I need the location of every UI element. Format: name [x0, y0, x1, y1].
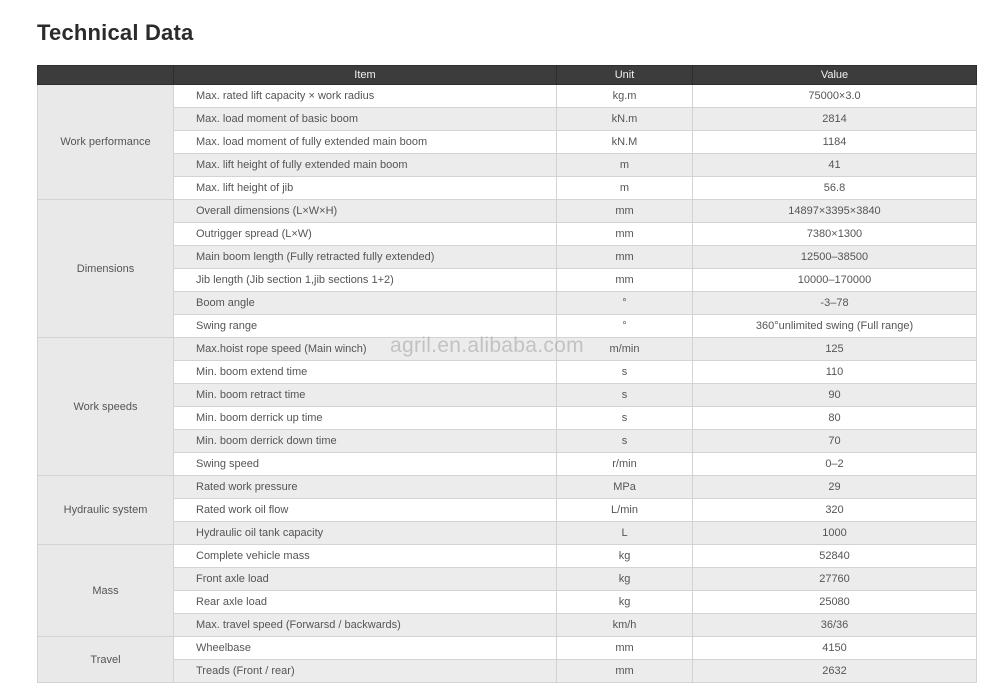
unit-cell: m: [557, 177, 693, 200]
table-row: [38, 430, 977, 453]
value-cell: 320: [693, 499, 977, 522]
value-cell: 12500–38500: [693, 246, 977, 269]
value-cell: 360°unlimited swing (Full range): [693, 315, 977, 338]
item-cell: Main boom length (Fully retracted fully extended): [174, 246, 557, 269]
item-cell: Complete vehicle mass: [174, 545, 557, 568]
unit-cell: °: [557, 315, 693, 338]
unit-cell: kN.m: [557, 108, 693, 131]
unit-cell: mm: [557, 200, 693, 223]
value-cell: 52840: [693, 545, 977, 568]
value-cell: 56.8: [693, 177, 977, 200]
table-row: [38, 545, 977, 568]
category-cell: Travel: [38, 637, 174, 683]
value-cell: 75000×3.0: [693, 85, 977, 108]
unit-cell: mm: [557, 223, 693, 246]
item-cell: Swing range: [174, 315, 557, 338]
item-cell: Max.hoist rope speed (Main winch): [174, 338, 557, 361]
item-cell: Jib length (Jib section 1,jib sections 1+2): [174, 269, 557, 292]
item-cell: Min. boom derrick up time: [174, 407, 557, 430]
item-cell: Rear axle load: [174, 591, 557, 614]
category-cell: Work performance: [38, 85, 174, 200]
table-row: [38, 338, 977, 361]
item-cell: Outrigger spread (L×W): [174, 223, 557, 246]
value-cell: 1184: [693, 131, 977, 154]
value-cell: 41: [693, 154, 977, 177]
value-cell: 90: [693, 384, 977, 407]
table-row: [38, 177, 977, 200]
category-cell: Mass: [38, 545, 174, 637]
value-cell: 4150: [693, 637, 977, 660]
table-row: [38, 223, 977, 246]
unit-cell: kg: [557, 591, 693, 614]
item-cell: Max. lift height of fully extended main boom: [174, 154, 557, 177]
item-cell: Front axle load: [174, 568, 557, 591]
unit-cell: m: [557, 154, 693, 177]
value-cell: 14897×3395×3840: [693, 200, 977, 223]
value-cell: 80: [693, 407, 977, 430]
unit-cell: kg: [557, 568, 693, 591]
unit-cell: s: [557, 361, 693, 384]
table-row: [38, 499, 977, 522]
item-cell: Overall dimensions (L×W×H): [174, 200, 557, 223]
value-cell: 29: [693, 476, 977, 499]
category-cell: Hydraulic system: [38, 476, 174, 545]
value-cell: 10000–170000: [693, 269, 977, 292]
item-cell: Treads (Front / rear): [174, 660, 557, 683]
unit-cell: mm: [557, 660, 693, 683]
value-cell: -3–78: [693, 292, 977, 315]
item-cell: Max. load moment of basic boom: [174, 108, 557, 131]
header-item: Item: [174, 66, 557, 85]
unit-cell: s: [557, 407, 693, 430]
watermark: agril.en.alibaba.com: [390, 334, 584, 357]
unit-cell: mm: [557, 269, 693, 292]
unit-cell: mm: [557, 246, 693, 269]
table-row: [38, 614, 977, 637]
table-row: [38, 637, 977, 660]
value-cell: 1000: [693, 522, 977, 545]
item-cell: Max. rated lift capacity × work radius: [174, 85, 557, 108]
category-cell: Dimensions: [38, 200, 174, 338]
item-cell: Min. boom derrick down time: [174, 430, 557, 453]
unit-cell: km/h: [557, 614, 693, 637]
item-cell: Rated work pressure: [174, 476, 557, 499]
value-cell: 27760: [693, 568, 977, 591]
table-header-row: [38, 66, 977, 85]
table-row: [38, 384, 977, 407]
item-cell: Hydraulic oil tank capacity: [174, 522, 557, 545]
table-row: [38, 568, 977, 591]
table-row: [38, 591, 977, 614]
unit-cell: MPa: [557, 476, 693, 499]
item-cell: Max. load moment of fully extended main boom: [174, 131, 557, 154]
unit-cell: kN.M: [557, 131, 693, 154]
category-cell: Work speeds: [38, 338, 174, 476]
value-cell: 0–2: [693, 453, 977, 476]
table-row: [38, 315, 977, 338]
table-row: [38, 407, 977, 430]
table-row: [38, 522, 977, 545]
table-row: [38, 154, 977, 177]
table-row: [38, 200, 977, 223]
item-cell: Min. boom retract time: [174, 384, 557, 407]
value-cell: 36/36: [693, 614, 977, 637]
item-cell: Boom angle: [174, 292, 557, 315]
item-cell: Rated work oil flow: [174, 499, 557, 522]
item-cell: Wheelbase: [174, 637, 557, 660]
unit-cell: r/min: [557, 453, 693, 476]
value-cell: 70: [693, 430, 977, 453]
table-row: [38, 476, 977, 499]
unit-cell: kg: [557, 545, 693, 568]
table-row: [38, 453, 977, 476]
item-cell: Min. boom extend time: [174, 361, 557, 384]
unit-cell: m/min: [557, 338, 693, 361]
header-category: [38, 66, 174, 85]
table-row: [38, 269, 977, 292]
table-row: [38, 131, 977, 154]
header-unit: Unit: [557, 66, 693, 85]
table-row: [38, 361, 977, 384]
unit-cell: L/min: [557, 499, 693, 522]
unit-cell: s: [557, 430, 693, 453]
unit-cell: s: [557, 384, 693, 407]
value-cell: 125: [693, 338, 977, 361]
value-cell: 110: [693, 361, 977, 384]
value-cell: 2814: [693, 108, 977, 131]
value-cell: 2632: [693, 660, 977, 683]
item-cell: Max. lift height of jib: [174, 177, 557, 200]
value-cell: 25080: [693, 591, 977, 614]
table-body: [38, 85, 977, 683]
item-cell: Max. travel speed (Forwarsd / backwards): [174, 614, 557, 637]
unit-cell: °: [557, 292, 693, 315]
value-cell: 7380×1300: [693, 223, 977, 246]
technical-data-table: [37, 65, 977, 683]
table-row: [38, 660, 977, 683]
unit-cell: kg.m: [557, 85, 693, 108]
table-row: [38, 108, 977, 131]
page-title: Technical Data: [37, 20, 194, 45]
table-row: [38, 85, 977, 108]
unit-cell: mm: [557, 637, 693, 660]
item-cell: Swing speed: [174, 453, 557, 476]
table-row: [38, 292, 977, 315]
header-value: Value: [693, 66, 977, 85]
unit-cell: L: [557, 522, 693, 545]
table-row: [38, 246, 977, 269]
